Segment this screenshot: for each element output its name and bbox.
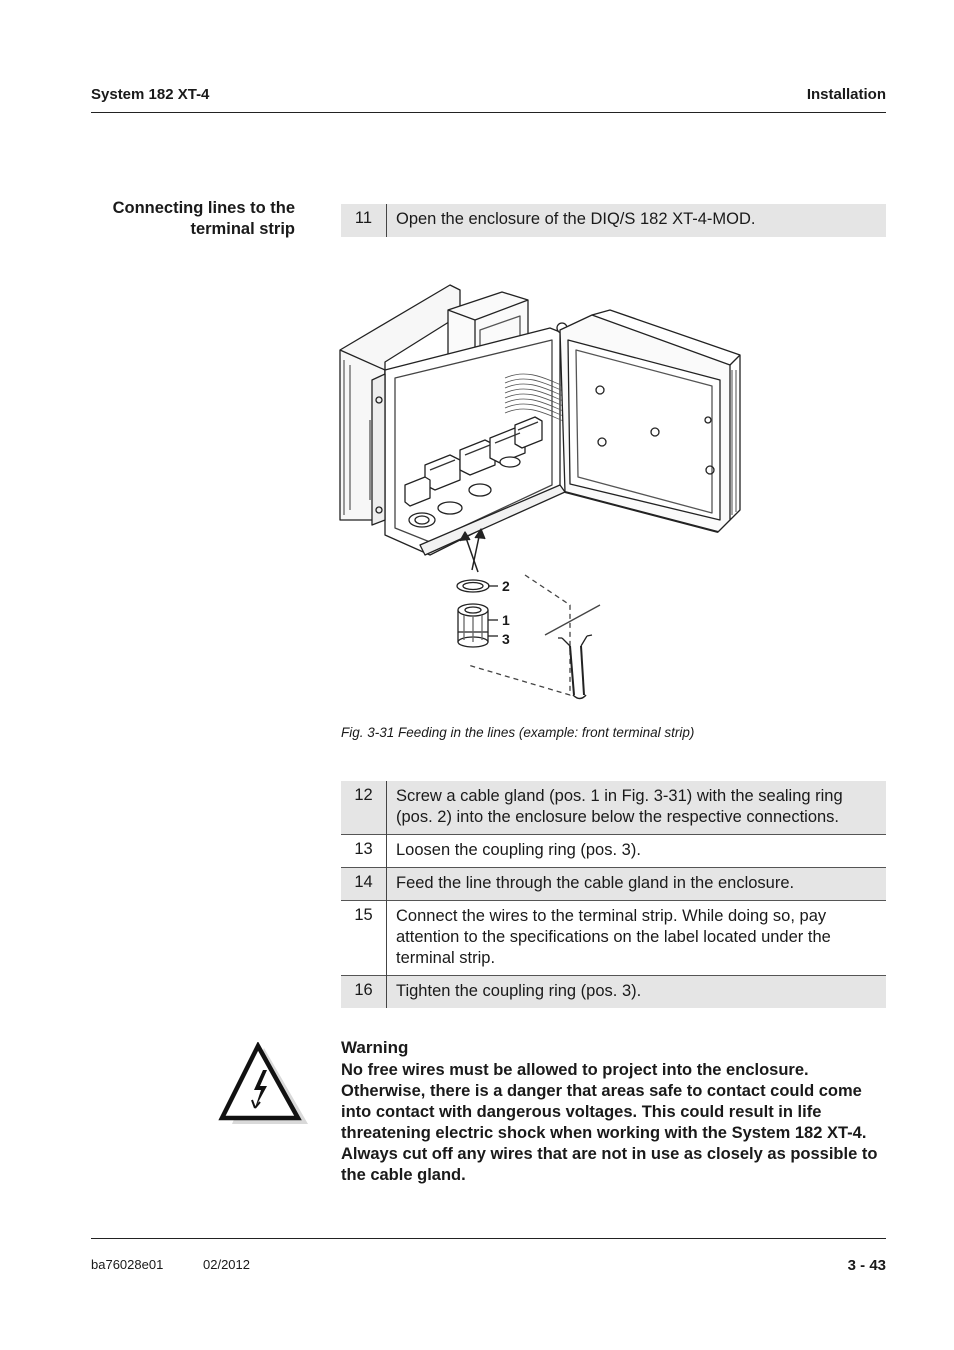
figure-label-1: 1 <box>502 612 510 628</box>
electric-shock-warning-icon <box>218 1042 310 1126</box>
step-number: 11 <box>341 204 387 237</box>
step-row <box>341 204 886 237</box>
step-row <box>341 835 886 868</box>
step-text: Feed the line through the cable gland in the enclosure. <box>387 868 887 901</box>
step-row <box>341 781 886 835</box>
margin-heading <box>80 198 295 240</box>
margin-heading-line2: terminal strip <box>190 220 295 238</box>
header-rule <box>91 112 886 113</box>
footer-date: 02/2012 <box>203 1257 250 1272</box>
enclosure-illustration <box>330 270 750 710</box>
step-text: Connect the wires to the terminal strip. While doing so, pay attention to the specifications on the label located under the terminal strip. <box>387 901 887 976</box>
step-table-first <box>341 204 886 237</box>
step-text: Screw a cable gland (pos. 1 in Fig. 3-31) with the sealing ring (pos. 2) into the enclosure below the respective connections. <box>387 781 887 835</box>
step-text: Loosen the coupling ring (pos. 3). <box>387 835 887 868</box>
figure-label-2: 2 <box>502 578 510 594</box>
footer-doc-id: ba76028e01 <box>91 1257 164 1272</box>
step-row <box>341 976 886 1009</box>
step-number: 14 <box>341 868 387 901</box>
figure-caption: Fig. 3-31 Feeding in the lines (example: front terminal strip) <box>341 725 695 740</box>
page-number: 3 - 43 <box>847 1257 886 1274</box>
warning-title: Warning <box>341 1038 409 1057</box>
step-table <box>341 781 886 1008</box>
step-row <box>341 901 886 976</box>
step-number: 13 <box>341 835 387 868</box>
footer-rule <box>91 1238 886 1239</box>
step-number: 15 <box>341 901 387 976</box>
step-text: Tighten the coupling ring (pos. 3). <box>387 976 887 1009</box>
figure-label-3: 3 <box>502 631 510 647</box>
step-number: 16 <box>341 976 387 1009</box>
step-row <box>341 868 886 901</box>
step-number: 12 <box>341 781 387 835</box>
margin-heading-line1: Connecting lines to the <box>112 199 295 217</box>
header-section-title: Installation <box>806 86 886 103</box>
step-text: Open the enclosure of the DIQ/S 182 XT-4-MOD. <box>387 204 887 237</box>
header-document-title: System 182 XT-4 <box>91 86 210 103</box>
warning-body: No free wires must be allowed to project into the enclosure. Otherwise, there is a danger that areas safe to contact could come into contact with dangerous voltages. This could result in life threatening electric shock when working with the System 182 XT-4. Always cut off any wires that are not in use as closely as possible to the cable gland. <box>341 1061 878 1184</box>
